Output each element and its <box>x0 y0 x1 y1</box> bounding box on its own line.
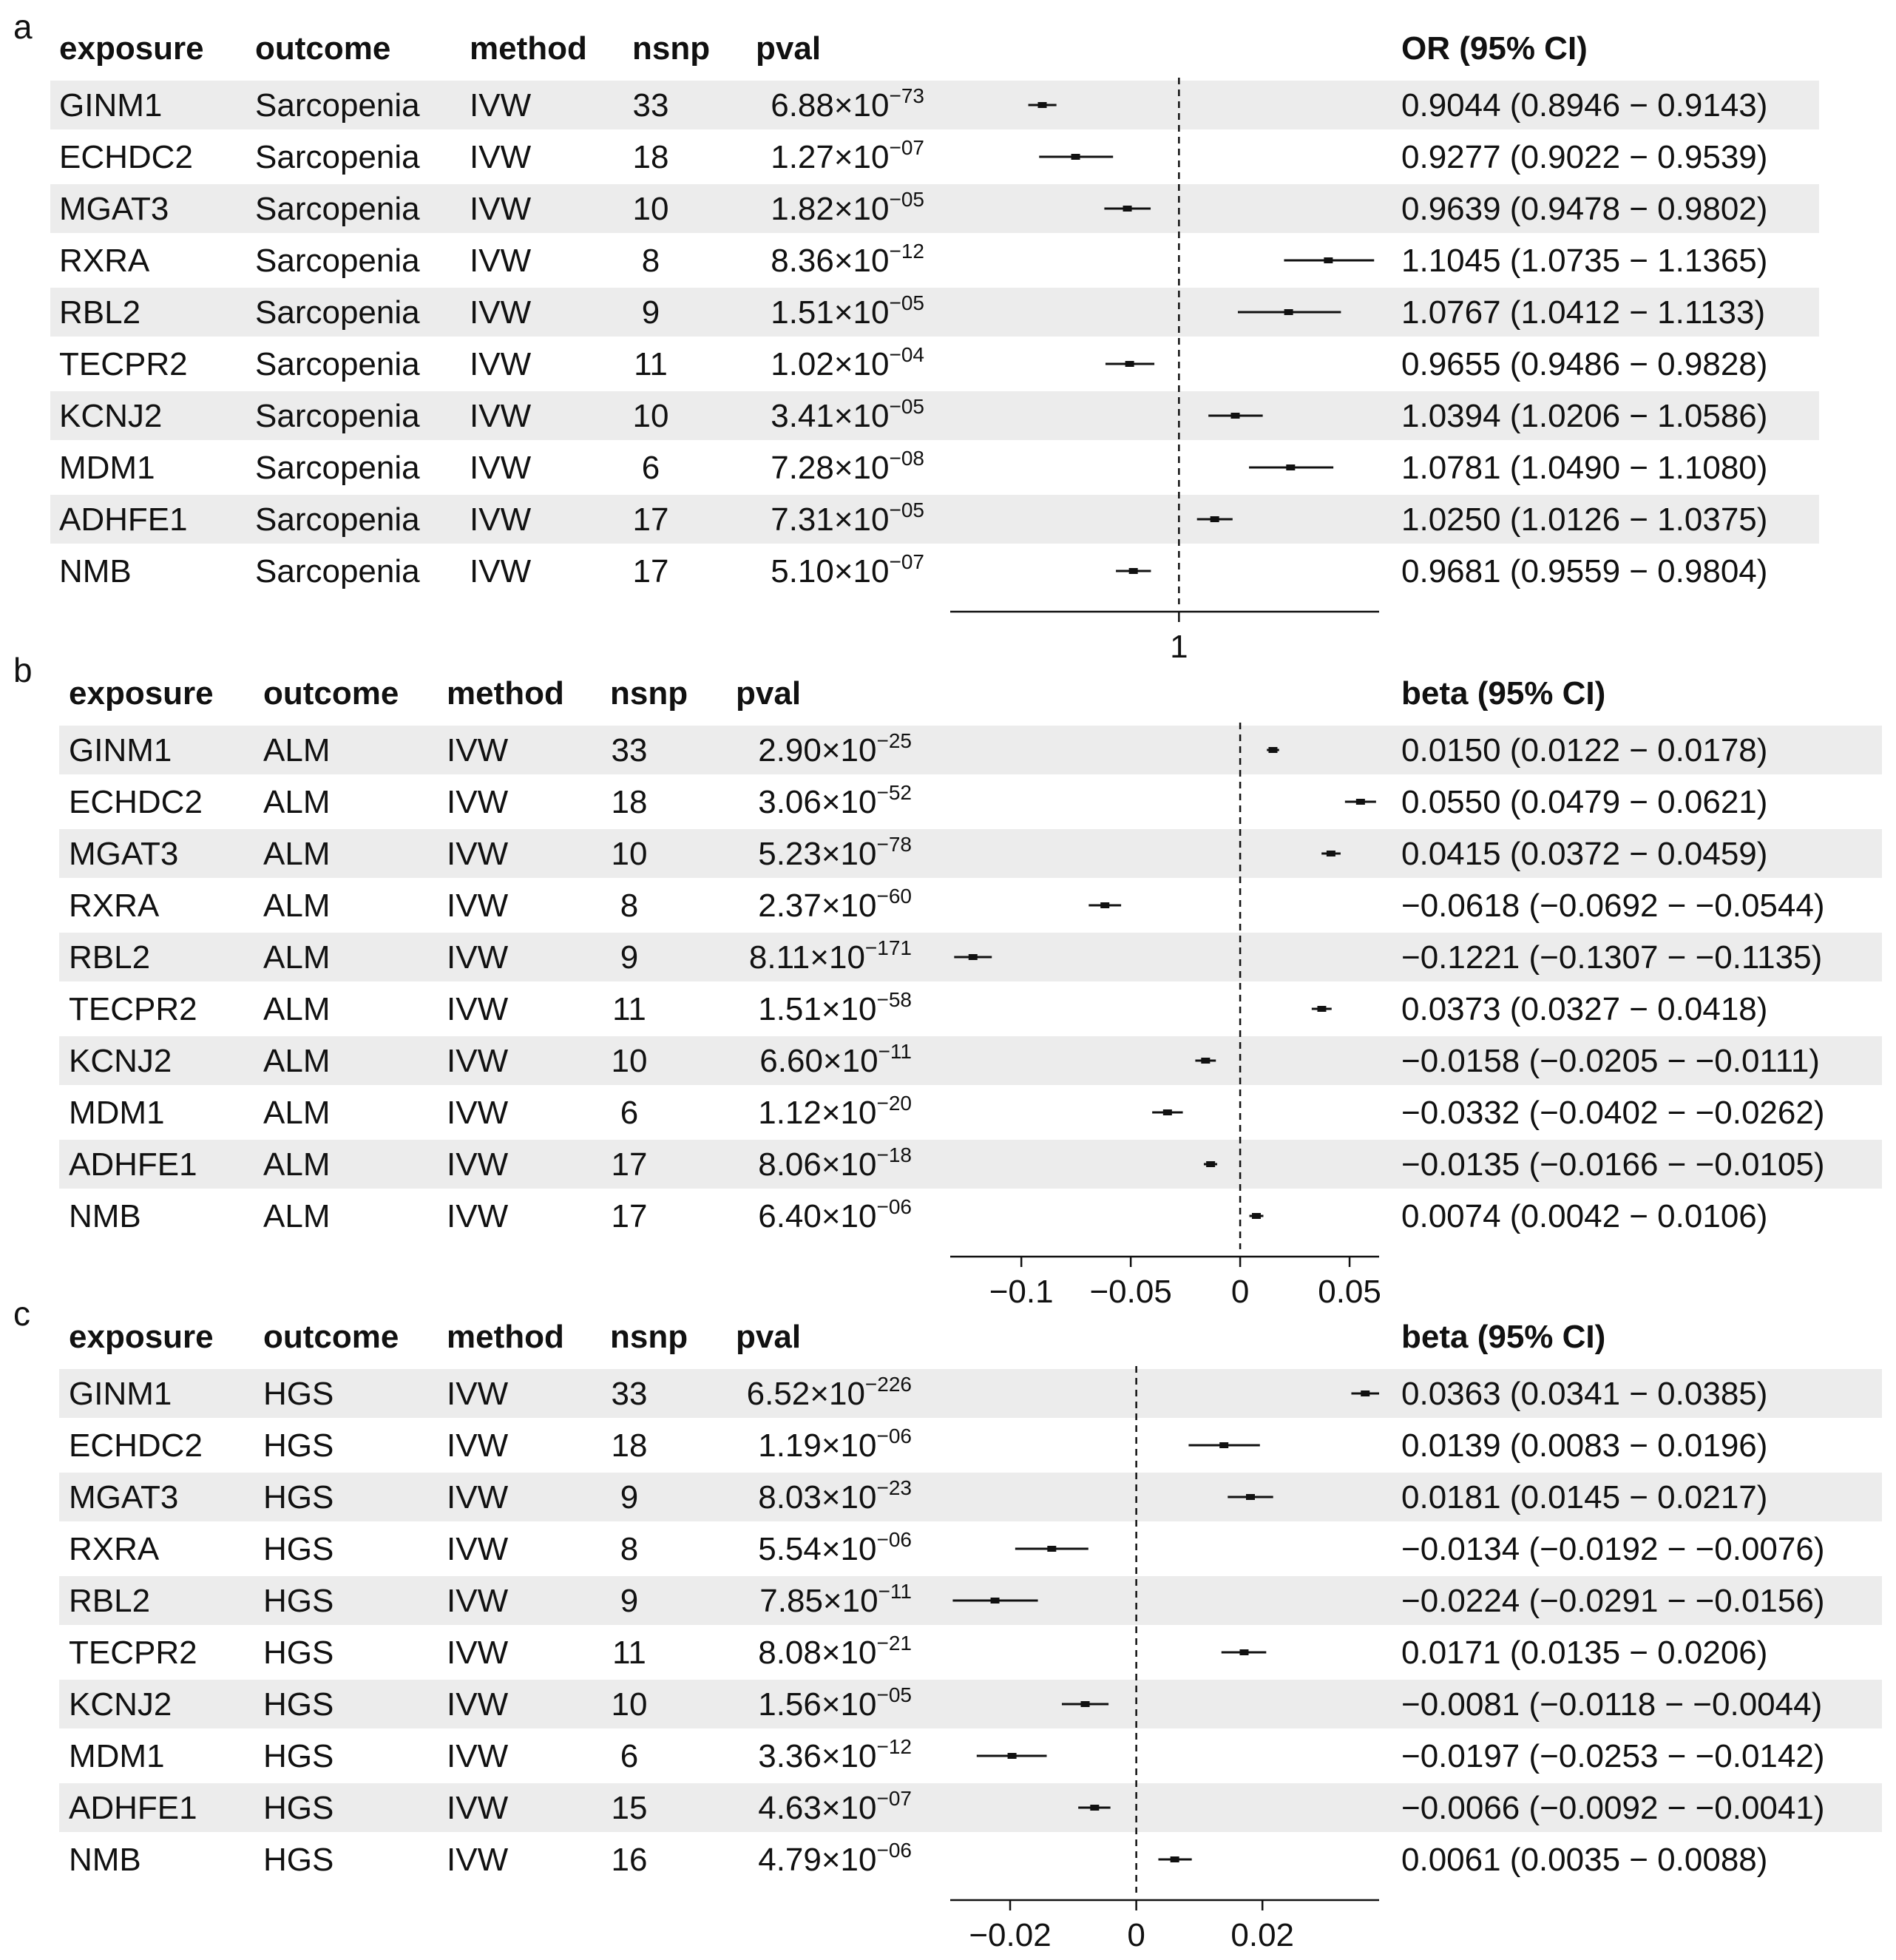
effect-ci-cell: 0.0139 (0.0083 − 0.0196) <box>1401 1427 1768 1464</box>
nsnp-cell: 8 <box>620 888 639 924</box>
pval-mantissa: 4.63×10 <box>758 1790 877 1826</box>
pval-mantissa: 7.28×10 <box>771 450 890 486</box>
point-estimate <box>1268 747 1277 753</box>
effect-ci-cell: 0.9655 (0.9486 − 0.9828) <box>1401 346 1768 382</box>
header-pval: pval <box>756 30 822 67</box>
pval-cell <box>758 1632 912 1671</box>
header-pval: pval <box>736 675 802 712</box>
pval-mantissa: 5.54×10 <box>758 1531 877 1567</box>
outcome-cell: Sarcopenia <box>255 501 420 538</box>
point-estimate <box>1047 1546 1056 1552</box>
effect-ci-cell: −0.0081 (−0.0118 − −0.0044) <box>1401 1686 1823 1723</box>
effect-ci-cell: 0.0171 (0.0135 − 0.0206) <box>1401 1635 1768 1671</box>
pval-mantissa: 8.03×10 <box>758 1479 877 1515</box>
effect-ci-cell: 0.9639 (0.9478 − 0.9802) <box>1401 191 1768 227</box>
header-nsnp: nsnp <box>610 1319 688 1355</box>
outcome-cell: HGS <box>263 1427 334 1464</box>
nsnp-cell: 17 <box>632 553 669 589</box>
pval-cell <box>771 447 924 486</box>
x-tick-label: 0 <box>1127 1917 1145 1953</box>
pval-mantissa: 5.23×10 <box>758 836 877 872</box>
nsnp-cell: 17 <box>632 501 669 538</box>
outcome-cell: ALM <box>263 991 331 1027</box>
exposure-cell: NMB <box>59 553 132 589</box>
nsnp-cell: 9 <box>620 1479 639 1515</box>
nsnp-cell: 11 <box>612 1635 646 1671</box>
effect-ci-cell: −0.0197 (−0.0253 − −0.0142) <box>1401 1738 1825 1774</box>
effect-ci-cell: 0.0415 (0.0372 − 0.0459) <box>1401 836 1768 872</box>
pval-mantissa: 7.31×10 <box>771 501 890 538</box>
pval-exponent: −20 <box>876 1092 912 1115</box>
pval-mantissa: 2.37×10 <box>758 888 877 924</box>
effect-ci-cell: −0.0135 (−0.0166 − −0.0105) <box>1401 1146 1825 1183</box>
pval-exponent: −05 <box>876 1683 912 1706</box>
x-tick-label: 0.05 <box>1318 1274 1381 1310</box>
outcome-cell: Sarcopenia <box>255 398 420 434</box>
exposure-cell: TECPR2 <box>69 991 197 1027</box>
pval-mantissa: 1.19×10 <box>758 1427 877 1464</box>
exposure-cell: RBL2 <box>69 939 151 976</box>
point-estimate <box>1008 1753 1017 1759</box>
pval-cell <box>758 1092 912 1131</box>
pval-cell <box>771 240 924 279</box>
method-cell: IVW <box>447 1479 509 1515</box>
effect-ci-cell: −0.0224 (−0.0291 − −0.0156) <box>1401 1583 1825 1619</box>
outcome-cell: HGS <box>263 1531 334 1567</box>
point-estimate <box>1317 1006 1326 1012</box>
header-outcome: outcome <box>263 675 399 712</box>
pval-exponent: −21 <box>876 1632 912 1655</box>
pval-cell <box>758 1839 912 1878</box>
pval-cell <box>771 550 924 589</box>
point-estimate <box>1239 1649 1248 1655</box>
x-tick-label: −0.02 <box>969 1917 1052 1953</box>
method-cell: IVW <box>447 1738 509 1774</box>
point-estimate <box>1324 257 1333 263</box>
nsnp-cell: 6 <box>641 450 660 486</box>
header-method: method <box>470 30 587 67</box>
header-outcome: outcome <box>255 30 391 67</box>
method-cell: IVW <box>447 888 509 924</box>
point-estimate <box>1171 1856 1179 1862</box>
pval-exponent: −06 <box>876 1839 912 1862</box>
pval-exponent: −226 <box>864 1373 912 1396</box>
exposure-cell: NMB <box>69 1842 141 1878</box>
method-cell: IVW <box>447 1427 509 1464</box>
header-effect-ci: beta (95% CI) <box>1401 675 1606 712</box>
exposure-cell: MGAT3 <box>59 191 169 227</box>
pval-exponent: −06 <box>876 1195 912 1218</box>
point-estimate <box>1286 464 1295 470</box>
point-estimate <box>1356 799 1365 805</box>
pval-mantissa: 6.40×10 <box>758 1198 877 1234</box>
method-cell: IVW <box>447 1842 509 1878</box>
pval-cell <box>758 988 912 1027</box>
point-estimate <box>1071 154 1080 160</box>
method-cell: IVW <box>470 501 532 538</box>
outcome-cell: ALM <box>263 939 331 976</box>
pval-mantissa: 3.36×10 <box>758 1738 877 1774</box>
pval-cell <box>771 343 924 382</box>
point-estimate <box>1163 1109 1172 1115</box>
method-cell: IVW <box>447 1583 509 1619</box>
pval-mantissa: 1.27×10 <box>771 139 890 175</box>
effect-ci-cell: 0.9681 (0.9559 − 0.9804) <box>1401 553 1768 589</box>
nsnp-cell: 6 <box>620 1738 639 1774</box>
pval-exponent: −04 <box>889 343 924 366</box>
pval-mantissa: 7.85×10 <box>759 1583 878 1619</box>
nsnp-cell: 11 <box>612 991 646 1027</box>
point-estimate <box>1219 1442 1228 1448</box>
pval-exponent: −78 <box>876 833 912 856</box>
exposure-cell: ADHFE1 <box>69 1790 197 1826</box>
pval-mantissa: 5.10×10 <box>771 553 890 589</box>
point-estimate <box>1246 1494 1255 1500</box>
method-cell: IVW <box>447 1635 509 1671</box>
method-cell: IVW <box>447 1198 509 1234</box>
pval-exponent: −05 <box>889 188 924 211</box>
exposure-cell: GINM1 <box>69 1376 172 1412</box>
method-cell: IVW <box>470 87 532 124</box>
method-cell: IVW <box>447 1686 509 1723</box>
header-effect-ci: beta (95% CI) <box>1401 1319 1606 1355</box>
pval-exponent: −25 <box>876 729 912 752</box>
x-tick-label: 1 <box>1170 629 1188 665</box>
x-tick-label: −0.05 <box>1089 1274 1172 1310</box>
exposure-cell: MGAT3 <box>69 836 179 872</box>
effect-ci-cell: 0.0074 (0.0042 − 0.0106) <box>1401 1198 1768 1234</box>
effect-ci-cell: 0.0150 (0.0122 − 0.0178) <box>1401 732 1768 768</box>
pval-exponent: −08 <box>889 447 924 470</box>
outcome-cell: Sarcopenia <box>255 87 420 124</box>
pval-mantissa: 8.08×10 <box>758 1635 877 1671</box>
nsnp-cell: 33 <box>632 87 669 124</box>
method-cell: IVW <box>447 1376 509 1412</box>
exposure-cell: NMB <box>69 1198 141 1234</box>
outcome-cell: HGS <box>263 1842 334 1878</box>
panel-label: b <box>13 651 33 689</box>
x-tick-label: −0.1 <box>989 1274 1054 1310</box>
nsnp-cell: 15 <box>611 1790 648 1826</box>
method-cell: IVW <box>470 243 532 279</box>
nsnp-cell: 8 <box>620 1531 639 1567</box>
exposure-cell: KCNJ2 <box>69 1043 172 1079</box>
pval-cell <box>758 1735 912 1774</box>
pval-mantissa: 4.79×10 <box>758 1842 877 1878</box>
exposure-cell: RXRA <box>69 1531 160 1567</box>
exposure-cell: MDM1 <box>59 450 155 486</box>
point-estimate <box>1201 1058 1210 1064</box>
point-estimate <box>1038 102 1047 108</box>
exposure-cell: RXRA <box>59 243 150 279</box>
pval-mantissa: 1.82×10 <box>771 191 890 227</box>
pval-exponent: −73 <box>889 84 924 107</box>
outcome-cell: ALM <box>263 732 331 768</box>
exposure-cell: ECHDC2 <box>69 1427 203 1464</box>
effect-ci-cell: −0.1221 (−0.1307 − −0.1135) <box>1401 939 1823 976</box>
pval-exponent: −18 <box>876 1143 912 1166</box>
effect-ci-cell: −0.0332 (−0.0402 − −0.0262) <box>1401 1095 1825 1131</box>
pval-mantissa: 1.02×10 <box>771 346 890 382</box>
header-exposure: exposure <box>59 30 204 67</box>
pval-cell <box>758 1528 912 1567</box>
method-cell: IVW <box>447 1531 509 1567</box>
outcome-cell: HGS <box>263 1376 334 1412</box>
nsnp-cell: 18 <box>611 784 648 820</box>
effect-ci-cell: 1.0781 (1.0490 − 1.1080) <box>1401 450 1768 486</box>
nsnp-cell: 16 <box>611 1842 648 1878</box>
pval-mantissa: 6.52×10 <box>746 1376 865 1412</box>
point-estimate <box>1327 851 1335 856</box>
header-exposure: exposure <box>69 1319 214 1355</box>
exposure-cell: MGAT3 <box>69 1479 179 1515</box>
nsnp-cell: 8 <box>641 243 660 279</box>
method-cell: IVW <box>447 836 509 872</box>
effect-ci-cell: 0.0373 (0.0327 − 0.0418) <box>1401 991 1768 1027</box>
pval-cell <box>758 781 912 820</box>
panel-label: c <box>13 1294 30 1333</box>
nsnp-cell: 18 <box>632 139 669 175</box>
outcome-cell: ALM <box>263 1095 331 1131</box>
pval-mantissa: 1.12×10 <box>758 1095 877 1131</box>
pval-mantissa: 3.41×10 <box>771 398 890 434</box>
method-cell: IVW <box>447 1095 509 1131</box>
outcome-cell: HGS <box>263 1738 334 1774</box>
point-estimate <box>1100 902 1109 908</box>
outcome-cell: HGS <box>263 1583 334 1619</box>
pval-exponent: −11 <box>878 1580 912 1603</box>
pval-exponent: −12 <box>876 1735 912 1758</box>
pval-exponent: −171 <box>864 936 912 959</box>
pval-mantissa: 1.51×10 <box>758 991 877 1027</box>
panel-label: a <box>13 7 33 46</box>
effect-ci-cell: 0.9044 (0.8946 − 0.9143) <box>1401 87 1768 124</box>
method-cell: IVW <box>470 346 532 382</box>
exposure-cell: ECHDC2 <box>59 139 193 175</box>
header-exposure: exposure <box>69 675 214 712</box>
pval-exponent: −60 <box>876 885 912 908</box>
effect-ci-cell: −0.0134 (−0.0192 − −0.0076) <box>1401 1531 1825 1567</box>
pval-exponent: −05 <box>889 291 924 314</box>
effect-ci-cell: 1.1045 (1.0735 − 1.1365) <box>1401 243 1768 279</box>
point-estimate <box>1123 206 1132 212</box>
effect-ci-cell: 1.0394 (1.0206 − 1.0586) <box>1401 398 1768 434</box>
outcome-cell: ALM <box>263 1043 331 1079</box>
effect-ci-cell: 0.0181 (0.0145 − 0.0217) <box>1401 1479 1768 1515</box>
nsnp-cell: 10 <box>632 191 669 227</box>
outcome-cell: ALM <box>263 1198 331 1234</box>
point-estimate <box>969 954 978 960</box>
nsnp-cell: 10 <box>611 836 648 872</box>
x-tick-label: 0.02 <box>1230 1917 1295 1953</box>
exposure-cell: ADHFE1 <box>69 1146 197 1183</box>
point-estimate <box>1129 568 1138 574</box>
outcome-cell: ALM <box>263 836 331 872</box>
nsnp-cell: 9 <box>620 1583 639 1619</box>
nsnp-cell: 18 <box>611 1427 648 1464</box>
exposure-cell: GINM1 <box>59 87 163 124</box>
effect-ci-cell: 0.0550 (0.0479 − 0.0621) <box>1401 784 1768 820</box>
outcome-cell: Sarcopenia <box>255 294 420 331</box>
point-estimate <box>1211 516 1219 522</box>
pval-exponent: −07 <box>889 550 924 573</box>
exposure-cell: KCNJ2 <box>59 398 163 434</box>
nsnp-cell: 10 <box>611 1686 648 1723</box>
nsnp-cell: 9 <box>620 939 639 976</box>
effect-ci-cell: −0.0158 (−0.0205 − −0.0111) <box>1401 1043 1820 1079</box>
pval-exponent: −58 <box>876 988 912 1011</box>
exposure-cell: ECHDC2 <box>69 784 203 820</box>
nsnp-cell: 11 <box>634 346 668 382</box>
outcome-cell: Sarcopenia <box>255 243 420 279</box>
method-cell: IVW <box>447 991 509 1027</box>
outcome-cell: ALM <box>263 888 331 924</box>
method-cell: IVW <box>447 784 509 820</box>
pval-mantissa: 8.06×10 <box>758 1146 877 1183</box>
pval-mantissa: 1.51×10 <box>771 294 890 331</box>
pval-mantissa: 6.88×10 <box>771 87 890 124</box>
effect-ci-cell: 0.0363 (0.0341 − 0.0385) <box>1401 1376 1768 1412</box>
method-cell: IVW <box>447 1790 509 1826</box>
pval-mantissa: 6.60×10 <box>759 1043 878 1079</box>
outcome-cell: Sarcopenia <box>255 139 420 175</box>
header-nsnp: nsnp <box>610 675 688 712</box>
x-tick-label: 0 <box>1230 1274 1250 1310</box>
effect-ci-cell: 1.0250 (1.0126 − 1.0375) <box>1401 501 1768 538</box>
exposure-cell: MDM1 <box>69 1738 165 1774</box>
exposure-cell: RBL2 <box>69 1583 151 1619</box>
pval-mantissa: 2.90×10 <box>758 732 877 768</box>
outcome-cell: Sarcopenia <box>255 346 420 382</box>
pval-cell <box>758 1195 912 1234</box>
point-estimate <box>1361 1390 1369 1396</box>
point-estimate <box>1125 361 1134 367</box>
header-nsnp: nsnp <box>632 30 711 67</box>
pval-exponent: −07 <box>889 136 924 159</box>
exposure-cell: RXRA <box>69 888 160 924</box>
effect-ci-cell: −0.0066 (−0.0092 − −0.0041) <box>1401 1790 1825 1826</box>
pval-mantissa: 8.11×10 <box>748 939 865 976</box>
point-estimate <box>1252 1213 1261 1219</box>
point-estimate <box>1206 1161 1215 1167</box>
effect-ci-cell: 0.0061 (0.0035 − 0.0088) <box>1401 1842 1768 1878</box>
header-effect-ci: OR (95% CI) <box>1401 30 1588 67</box>
outcome-cell: ALM <box>263 1146 331 1183</box>
nsnp-cell: 9 <box>641 294 660 331</box>
point-estimate <box>991 1598 1000 1604</box>
method-cell: IVW <box>470 294 532 331</box>
outcome-cell: Sarcopenia <box>255 191 420 227</box>
method-cell: IVW <box>447 1146 509 1183</box>
exposure-cell: TECPR2 <box>59 346 188 382</box>
exposure-cell: ADHFE1 <box>59 501 188 538</box>
method-cell: IVW <box>470 450 532 486</box>
method-cell: IVW <box>447 1043 509 1079</box>
pval-mantissa: 8.36×10 <box>771 243 890 279</box>
pval-cell <box>758 885 912 924</box>
outcome-cell: HGS <box>263 1635 334 1671</box>
nsnp-cell: 10 <box>632 398 669 434</box>
header-outcome: outcome <box>263 1319 399 1355</box>
method-cell: IVW <box>447 732 509 768</box>
pval-exponent: −11 <box>878 1040 912 1063</box>
exposure-cell: RBL2 <box>59 294 141 331</box>
nsnp-cell: 17 <box>611 1198 648 1234</box>
nsnp-cell: 33 <box>611 1376 648 1412</box>
exposure-cell: TECPR2 <box>69 1635 197 1671</box>
pval-exponent: −52 <box>876 781 912 804</box>
exposure-cell: KCNJ2 <box>69 1686 172 1723</box>
pval-exponent: −06 <box>876 1528 912 1551</box>
effect-ci-cell: 0.9277 (0.9022 − 0.9539) <box>1401 139 1768 175</box>
method-cell: IVW <box>470 553 532 589</box>
pval-mantissa: 1.56×10 <box>758 1686 877 1723</box>
point-estimate <box>1284 309 1293 315</box>
pval-cell <box>771 136 924 175</box>
outcome-cell: HGS <box>263 1479 334 1515</box>
header-pval: pval <box>736 1319 802 1355</box>
outcome-cell: Sarcopenia <box>255 553 420 589</box>
header-method: method <box>447 675 564 712</box>
method-cell: IVW <box>470 139 532 175</box>
nsnp-cell: 17 <box>611 1146 648 1183</box>
effect-ci-cell: 1.0767 (1.0412 − 1.1133) <box>1401 294 1766 331</box>
pval-exponent: −06 <box>876 1425 912 1447</box>
effect-ci-cell: −0.0618 (−0.0692 − −0.0544) <box>1401 888 1825 924</box>
method-cell: IVW <box>470 191 532 227</box>
pval-exponent: −12 <box>889 240 924 263</box>
exposure-cell: GINM1 <box>69 732 172 768</box>
header-method: method <box>447 1319 564 1355</box>
pval-exponent: −05 <box>889 395 924 418</box>
point-estimate <box>1090 1805 1099 1811</box>
outcome-cell: Sarcopenia <box>255 450 420 486</box>
point-estimate <box>1231 413 1240 419</box>
nsnp-cell: 33 <box>611 732 648 768</box>
pval-exponent: −07 <box>876 1787 912 1810</box>
point-estimate <box>1081 1701 1090 1707</box>
nsnp-cell: 10 <box>611 1043 648 1079</box>
outcome-cell: ALM <box>263 784 331 820</box>
exposure-cell: MDM1 <box>69 1095 165 1131</box>
method-cell: IVW <box>470 398 532 434</box>
outcome-cell: HGS <box>263 1686 334 1723</box>
outcome-cell: HGS <box>263 1790 334 1826</box>
pval-cell <box>758 1425 912 1464</box>
pval-exponent: −23 <box>876 1476 912 1499</box>
pval-exponent: −05 <box>889 499 924 521</box>
pval-mantissa: 3.06×10 <box>758 784 877 820</box>
nsnp-cell: 6 <box>620 1095 639 1131</box>
method-cell: IVW <box>447 939 509 976</box>
